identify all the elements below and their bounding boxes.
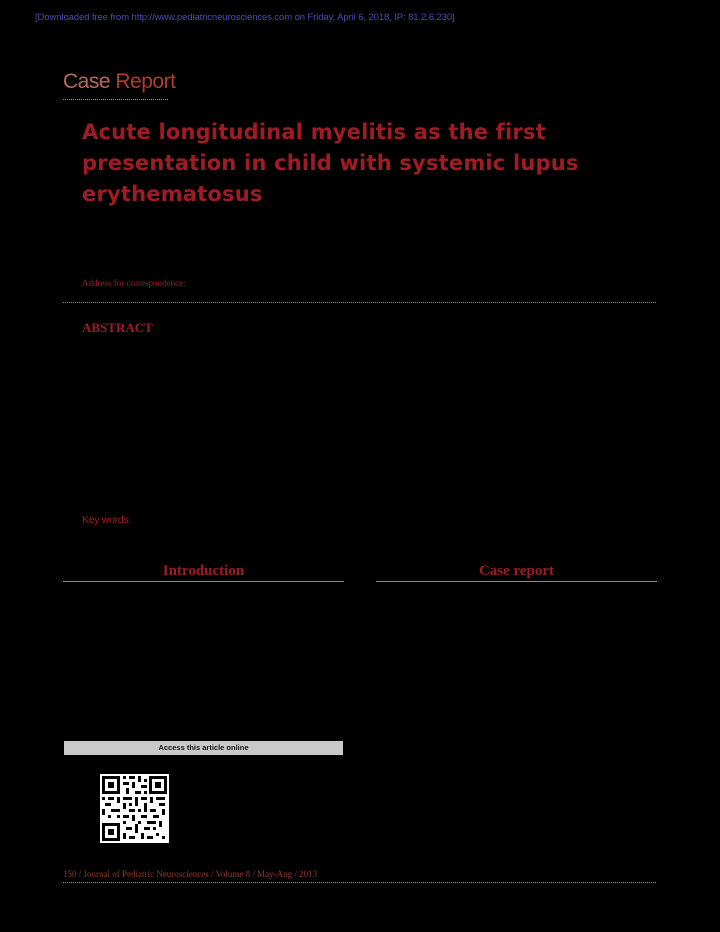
case-report-heading: Case report: [376, 563, 657, 582]
address-for-correspondence-label: Address for correspondence:: [82, 278, 186, 288]
access-online-bar: Access this article online: [64, 741, 343, 755]
article-title: Acute longitudinal myelitis as the first presentation in child with systemic lupus erythematosus: [82, 120, 579, 206]
qr-code-icon[interactable]: [100, 774, 169, 843]
download-notice[interactable]: [Downloaded free from http://www.pediatricneurosciences.com on Friday, April 6, 2018, IP: 81.2.6.230]: [35, 12, 455, 23]
abstract-heading: ABSTRACT: [82, 320, 153, 335]
article-type-divider: [63, 99, 168, 100]
keywords-label: Key words:: [82, 514, 131, 526]
article-type-word-2: Report: [115, 70, 176, 93]
article-type-word-1: Case: [63, 70, 111, 93]
page-footer: 150 / Journal of Pediatric Neurosciences / Volume 8 / May-Aug / 2013: [63, 869, 318, 879]
header-divider: [63, 302, 656, 303]
footer-divider: [63, 882, 656, 883]
article-type-label: [63, 70, 175, 94]
introduction-heading: Introduction: [63, 563, 344, 582]
